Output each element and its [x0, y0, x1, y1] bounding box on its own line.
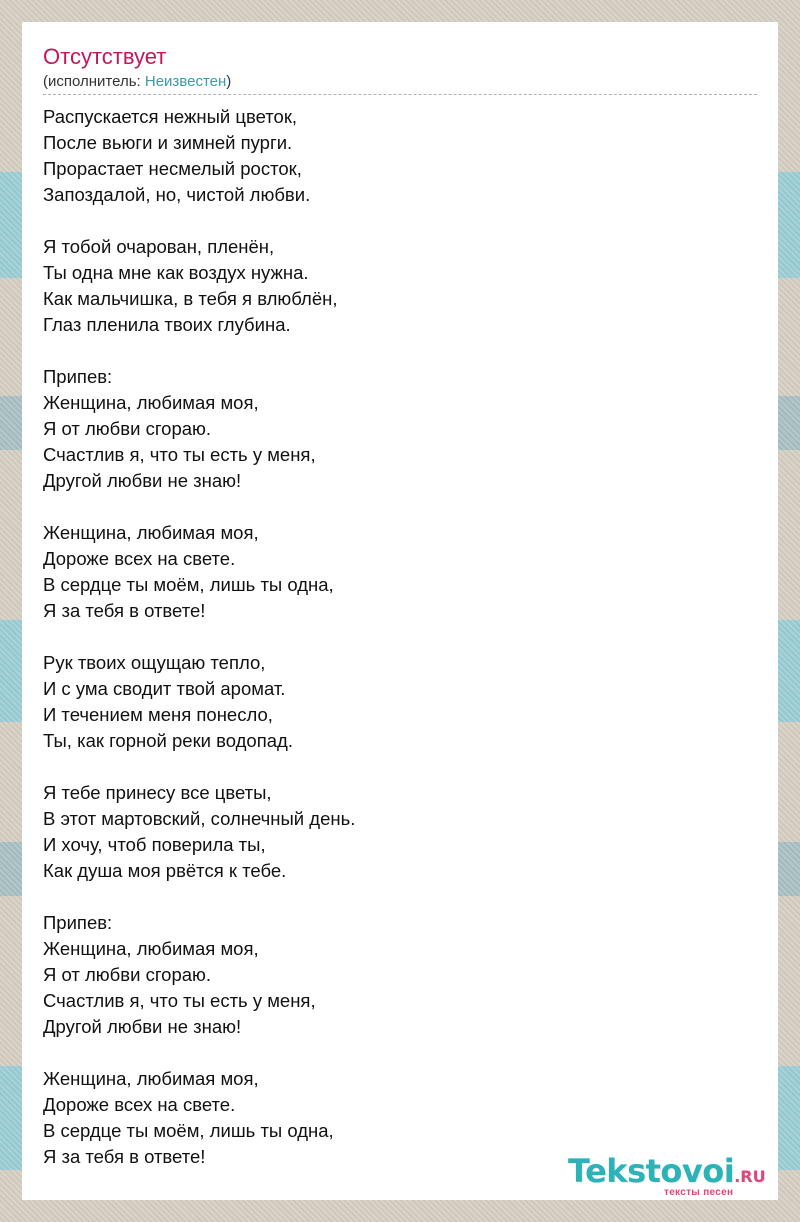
chorus-label: Припев: [43, 912, 113, 933]
lyric-line: Запоздалой, но, чистой любви. [43, 184, 311, 205]
lyric-line: Я за тебя в ответе! [43, 600, 206, 621]
stanza [43, 650, 743, 754]
lyric-line: Дороже всех на свете. [43, 548, 236, 569]
lyric-line: Другой любви не знаю! [43, 470, 242, 491]
logo-tld: .RU [734, 1167, 766, 1186]
title-divider [43, 94, 757, 95]
lyric-line: Как мальчишка, в тебя я влюблён, [43, 288, 338, 309]
lyric-line: Другой любви не знаю! [43, 1016, 242, 1037]
stanza [43, 520, 743, 624]
lyric-line: Ты одна мне как воздух нужна. [43, 262, 309, 283]
lyric-line: Глаз пленила твоих глубина. [43, 314, 291, 335]
artist-link[interactable]: Неизвестен [144, 73, 227, 90]
lyric-line: И хочу, чтоб поверила ты, [43, 834, 266, 855]
lyric-line: Я тебе принесу все цветы, [43, 782, 272, 803]
site-logo[interactable] [568, 1152, 778, 1202]
lyric-line: В сердце ты моём, лишь ты одна, [43, 574, 334, 595]
chorus-stanza [43, 364, 743, 494]
lyric-line: Прорастает несмелый росток, [43, 158, 302, 179]
lyric-line: И течением меня понесло, [43, 704, 273, 725]
stanza [43, 780, 743, 884]
lyric-line: Я от любви сгораю. [43, 418, 212, 439]
lyric-line: Я за тебя в ответе! [43, 1146, 206, 1167]
logo-main-text: Tekstovoi [568, 1152, 735, 1190]
lyric-line: Женщина, любимая моя, [43, 522, 259, 543]
lyric-line: Женщина, любимая моя, [43, 1068, 259, 1089]
stanza [43, 104, 743, 208]
lyric-line: После вьюги и зимней пурги. [43, 132, 293, 153]
lyric-line: Распускается нежный цветок, [43, 106, 298, 127]
lyric-line: Я тобой очарован, пленён, [43, 236, 275, 257]
lyric-line: В этот мартовский, солнечный день. [43, 808, 356, 829]
lyrics-text [43, 104, 743, 1170]
lyric-line: Я от любви сгораю. [43, 964, 212, 985]
lyric-line: Счастлив я, что ты есть у меня, [43, 990, 316, 1011]
lyric-line: Женщина, любимая моя, [43, 392, 259, 413]
chorus-stanza [43, 910, 743, 1040]
lyric-line: Рук твоих ощущаю тепло, [43, 652, 266, 673]
lyric-line: Женщина, любимая моя, [43, 938, 259, 959]
chorus-label: Припев: [43, 366, 113, 387]
lyric-line: Счастлив я, что ты есть у меня, [43, 444, 316, 465]
lyrics-card [22, 22, 778, 1200]
meta-suffix: ) [226, 73, 232, 90]
meta-prefix: (исполнитель: [43, 73, 145, 90]
lyric-line: Дороже всех на свете. [43, 1094, 236, 1115]
lyric-line: Ты, как горной реки водопад. [43, 730, 293, 751]
lyric-line: И с ума сводит твой аромат. [43, 678, 286, 699]
song-title: Отсутствует [43, 44, 167, 69]
song-meta [43, 73, 231, 91]
logo-tagline: тексты песен [664, 1187, 734, 1198]
lyric-line: В сердце ты моём, лишь ты одна, [43, 1120, 334, 1141]
stanza [43, 234, 743, 338]
lyric-line: Как душа моя рвётся к тебе. [43, 860, 287, 881]
